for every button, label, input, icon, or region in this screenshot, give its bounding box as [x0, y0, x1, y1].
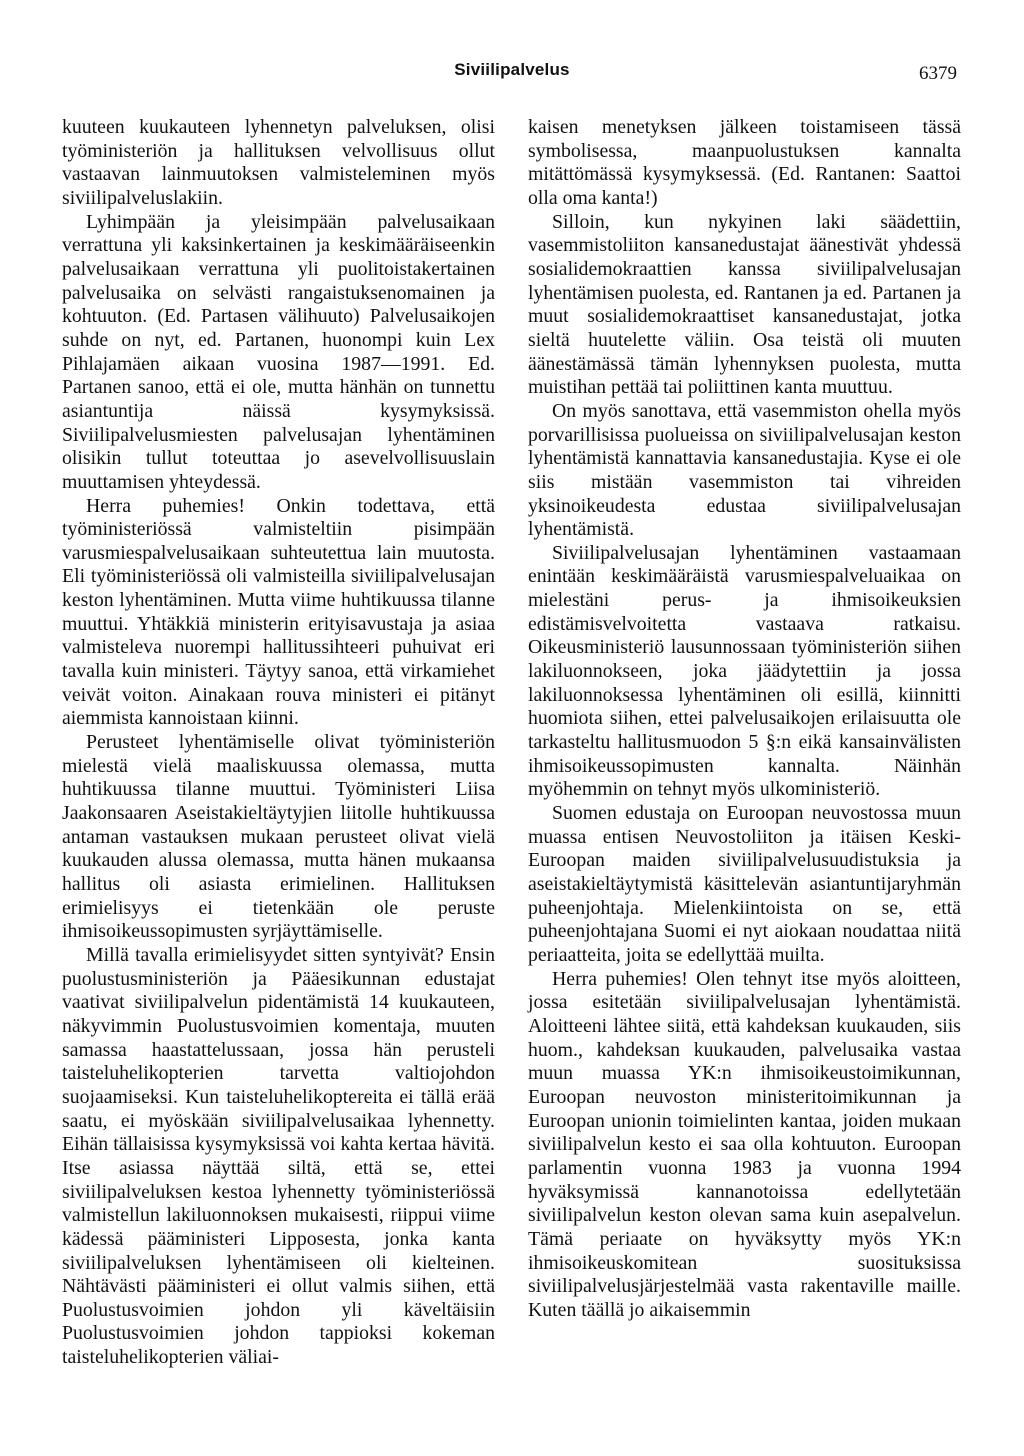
- paragraph: Siviilipalvelusajan lyhentäminen vastaamaan enintään keskimääräistä varusmiespalveluaikaa on mielestäni perus- ja ihmisoikeuksien edistämisvelvoitetta vastaava ratkaisu. Oikeusministeriö lausunnossaan työministeriön siihen lakiluonnokseen, joka jäädytettiin ja jossa lakiluonnoksessa lyhentäminen oli esillä, kiinnitti huomiota siihen, ettei palvelusaikojen erilaisuutta ole tarkasteltu hallitusmuodon 5 §:n eikä kansainvälisten ihmisoikeussopimusten kannalta. Näinhän myöhemmin on tehnyt myös ulkoministeriö.: [528, 541, 961, 801]
- right-column: [528, 116, 961, 1322]
- paragraph: On myös sanottava, että vasemmiston ohella myös porvarillisissa puolueissa on siviilipalvelusajan keston lyhentämistä kannattavia kansanedustajia. Kyse ei ole siis mistään vasemmiston tai vihreiden yksinoikeudesta edustaa siviilipalvelusajan lyhentämistä.: [528, 399, 961, 541]
- running-header-title: Siviilipalvelus: [454, 60, 570, 79]
- paragraph: Silloin, kun nykyinen laki säädettiin, vasemmistoliiton kansanedustajat äänestivät yhdessä sosialidemokraattien kanssa siviilipalvelusajan lyhentämisen puolesta, ed. Rantanen ja ed. Partanen ja muut sosialidemokraattiset kansanedustajat, jotka sieltä huutelette väliin. Osa teistä oli muuten äänestämässä tämän lyhennyksen puolesta, mutta muistihan pettää tai poliittinen kanta muuttuu.: [528, 210, 961, 399]
- paragraph: Herra puhemies! Onkin todettava, että työministeriössä valmisteltiin pisimpään varusmiespalvelusaikaan suhteutettua lain muutosta. Eli työministeriössä oli valmisteilla siviilipalvelusajan keston lyhentäminen. Mutta viime huhtikuussa tilanne muuttui. Yhtäkkiä ministerin erityisavustaja ja asiaa valmisteleva nuorempi hallitussihteeri puhuivat eri tavalla kuin ministeri. Täytyy sanoa, että virkamiehet veivät voiton. Ainakaan rouva ministeri ei pitänyt aiemmista kannoistaan kiinni.: [62, 494, 495, 730]
- paragraph: kuuteen kuukauteen lyhennetyn palveluksen, olisi työministeriön ja hallituksen velvollisuus ollut vastaavan lainmuutoksen valmisteleminen myös siviilipalveluslakiin.: [62, 116, 495, 209]
- left-column: [62, 116, 495, 1370]
- paragraph: Perusteet lyhentämiselle olivat työministeriön mielestä vielä maaliskuussa olemassa, mutta huhtikuussa tilanne muuttui. Työministeri Liisa Jaakonsaaren Aseistakieltäytyjien liitolle huhtikuussa antaman vastauksen mukaan perusteet olivat vielä kuukauden alussa olemassa, mutta hänen mukaansa hallitus oli asiasta erimielinen. Hallituksen erimielisyys ei tietenkään ole peruste ihmisoikeussopimusten syrjäyttämiselle.: [62, 731, 495, 943]
- paragraph: Millä tavalla erimielisyydet sitten syntyivät? Ensin puolustusministeriön ja Pääesikunnan edustajat vaativat siviilipalvelun pidentämistä 14 kuukauteen, näkyvimmin Puolustusvoimien komentaja, muuten samassa haastattelussaan, jossa hän perusteli taisteluhelikopterien tarvetta valtiojohdon suojaamiseksi. Kun taisteluhelikoptereita ei tällä erää saatu, ei myöskään siviilipalvelusaikaa lyhennetty. Eihän tällaisissa kysymyksissä voi kahta kertaa hävitä. Itse asiassa näyttää siltä, että se, ettei siviilipalveluksen kestoa lyhennetty työministeriössä valmistellun lakiluonnoksen mukaisesti, riippui viime kädessä pääministeri Lipposesta, jonka kanta siviilipalveluksen lyhentämiseen oli kielteinen. Nähtävästi pääministeri ei ollut valmis siihen, että Puolustusvoimien johdon yli käveltäisiin Puolustusvoimien johdon tappioksi kokeman taisteluhelikopterien väliai-: [62, 943, 495, 1369]
- paragraph: Lyhimpään ja yleisimpään palvelusaikaan verrattuna yli kaksinkertainen ja keskimääräiseenkin palvelusaikaan verrattuna yli puolitoistakertainen palvelusaika on selvästi rangaistuksenomainen ja kohtuuton. (Ed. Partasen välihuuto) Palvelusaikojen suhde on nyt, ed. Partanen, huonompi kuin Lex Pihlajamäen aikaan vuosina 1987—1991. Ed. Partanen sanoo, että ei ole, mutta hänhän on tunnettu asiantuntija näissä kysymyksissä. Siviilipalvelusmiesten palvelusajan lyhentäminen olisikin tullut toteuttaa jo asevelvollisuuslain muuttamisen yhteydessä.: [62, 210, 495, 493]
- paragraph: Suomen edustaja on Euroopan neuvostossa muun muassa entisen Neuvostoliiton ja itäisen Keski-Euroopan maiden siviilipalvelusuudistuksia ja aseistakieltäytymistä käsittelevän asiantuntijaryhmän puheenjohtaja. Mielenkiintoista on se, että puheenjohtajana Suomi ei nyt aiokaan noudattaa niitä periaatteita, joita se edellyttää muilta.: [528, 802, 961, 966]
- paragraph: kaisen menetyksen jälkeen toistamiseen tässä symbolisessa, maanpuolustuksen kannalta mitättömässä kysymyksessä. (Ed. Rantanen: Saattoi olla oma kanta!): [528, 116, 961, 209]
- page-number: 6379: [919, 63, 957, 84]
- paragraph: Herra puhemies! Olen tehnyt itse myös aloitteen, jossa esitetään siviilipalvelusajan lyhentämistä. Aloitteeni lähtee siitä, että kahdeksan kuukauden, siis huom., kahdeksan kuukauden, palvelusaika vastaa muun muassa YK:n ihmisoikeustoimikunnan, Euroopan neuvoston ministeritoimikunnan ja Euroopan unionin toimielinten kantaa, joiden mukaan siviilipalvelun kesto ei saa olla kohtuuton. Euroopan parlamentin vuonna 1983 ja vuonna 1994 hyväksymissä kannanotoissa edellytetään siviilipalvelun keston olevan sama kuin asepalvelun. Tämä periaate on hyväksytty myös YK:n ihmisoikeuskomitean suosituksissa siviilipalvelusjärjestelmää vasta rakentaville maille. Kuten täällä jo aikaisemmin: [528, 967, 961, 1321]
